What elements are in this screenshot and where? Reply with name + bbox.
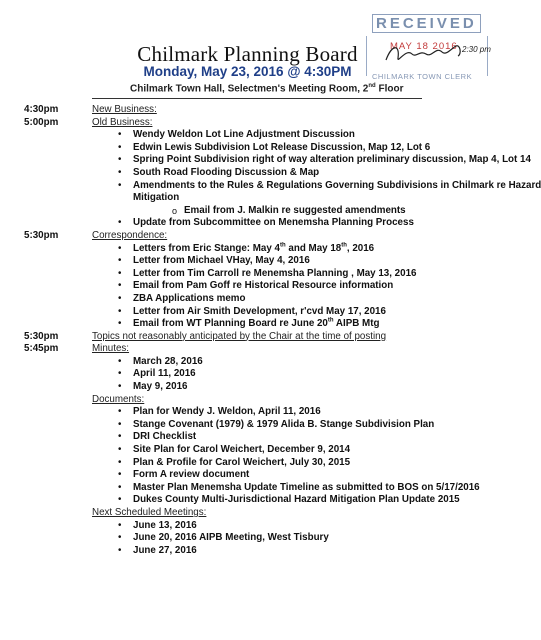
list-item: • Plan for Wendy J. Weldon, April 11, 2016 — [118, 406, 321, 418]
list-item: • ZBA Applications memo — [118, 292, 246, 304]
section-heading: Next Scheduled Meetings: — [92, 507, 207, 518]
time-slot: 4:30pm — [24, 104, 59, 115]
agenda-row — [0, 117, 495, 130]
section-heading: Minutes: — [92, 343, 130, 355]
bullet-icon: • — [118, 469, 122, 481]
bullet-icon: • — [118, 166, 122, 178]
section-heading: New Business: — [92, 104, 157, 115]
list-item: • Amendments to the Rules & Regulations Governing Subdivisions in Chilmark re Hazard — [118, 179, 541, 191]
bullet-icon: • — [118, 280, 122, 292]
bullet-icon: • — [118, 481, 122, 493]
bullet-icon: • — [118, 292, 122, 304]
bullet-icon: • — [118, 318, 122, 330]
list-item: • Dukes County Multi-Jurisdictional Hazard Mitigation Plan Update 2015 — [118, 494, 460, 506]
bullet-icon: • — [118, 381, 122, 393]
time-slot: 5:30pm — [24, 330, 59, 342]
agenda-row — [0, 104, 495, 117]
list-item: • South Road Flooding Discussion & Map — [118, 166, 320, 178]
agenda-row — [0, 507, 495, 520]
section-heading: Correspondence: — [92, 229, 168, 241]
list-item: • Site Plan for Carol Weichert, December 9, 2014 — [118, 444, 351, 456]
list-item: • Letter from Air Smith Development, r'cvd May 17, 2016 — [118, 305, 386, 317]
list-item: • Wendy Weldon Lot Line Adjustment Discussion — [118, 129, 355, 141]
agenda-row — [0, 230, 495, 243]
list-item: • June 27, 2016 — [118, 544, 197, 556]
bullet-icon: • — [118, 494, 122, 506]
list-item: • Letters from Eric Stange: May 4th and May 18th, 2016 — [118, 242, 375, 254]
bullet-icon: • — [118, 544, 122, 556]
agenda-row — [0, 343, 495, 356]
list-item: • Form A review document — [118, 469, 250, 481]
bullet-icon: • — [118, 431, 122, 443]
section-heading: Documents: — [92, 393, 145, 405]
bullet-icon: • — [118, 217, 122, 229]
sub-list-item: o Email from J. Malkin re suggested amendments — [172, 204, 406, 216]
list-item: • May 9, 2016 — [118, 381, 188, 393]
bullet-icon: • — [118, 242, 122, 254]
meeting-date: Monday, May 23, 2016 @ 4:30PM — [143, 64, 352, 79]
list-item-continuation: Mitigation — [133, 192, 180, 204]
bullet-icon: • — [118, 129, 122, 141]
bullet-icon: • — [118, 406, 122, 418]
list-item: • Spring Point Subdivision right of way alteration preliminary discussion, Map 4, Lot 14 — [118, 154, 531, 166]
time-slot: 5:45pm — [24, 343, 59, 355]
list-item: • June 13, 2016 — [118, 519, 197, 531]
sub-bullet-icon: o — [172, 205, 178, 216]
list-item: • Stange Covenant (1979) & 1979 Alida B. Stange Subdivision Plan — [118, 418, 435, 430]
bullet-icon: • — [118, 141, 122, 153]
bullet-icon: • — [118, 305, 122, 317]
list-item: • Master Plan Menemsha Update Timeline as submitted to BOS on 5/17/2016 — [118, 481, 480, 493]
time-slot: 5:00pm — [24, 116, 59, 128]
list-item: • Letter from Michael VHay, May 4, 2016 — [118, 255, 310, 267]
bullet-icon: • — [118, 368, 122, 380]
bullet-icon: • — [118, 532, 122, 544]
bullet-icon: • — [118, 355, 122, 367]
bullet-icon: • — [118, 255, 122, 267]
list-item: • Email from WT Planning Board re June 20th AIPB Mtg — [118, 317, 380, 330]
list-item: • Letter from Tim Carroll re Menemsha Planning , May 13, 2016 — [118, 267, 417, 279]
section-heading: Topics not reasonably anticipated by the Chair at the time of posting — [92, 330, 387, 342]
stamp-word: RECEIVED — [372, 14, 481, 33]
bullet-icon: • — [118, 456, 122, 468]
board-title: Chilmark Planning Board — [137, 42, 358, 66]
agenda-row — [0, 394, 495, 407]
bullet-icon: • — [118, 267, 122, 279]
list-item: • June 20, 2016 AIPB Meeting, West Tisbury — [118, 532, 329, 544]
bullet-icon: • — [118, 179, 122, 191]
bullet-icon: • — [118, 519, 122, 531]
section-heading: Old Business: — [92, 116, 153, 128]
list-item: • April 11, 2016 — [118, 368, 196, 380]
bullet-icon: • — [118, 444, 122, 456]
agenda-list — [0, 104, 541, 557]
agenda-row — [0, 331, 495, 344]
header-divider — [92, 98, 422, 99]
list-item: • Email from Pam Goff re Historical Resource information — [118, 280, 394, 292]
stamp-place: CHILMARK TOWN CLERK — [372, 72, 473, 81]
list-item: • DRI Checklist — [118, 431, 197, 443]
time-slot: 5:30pm — [24, 229, 59, 241]
bullet-icon: • — [118, 418, 122, 430]
list-item: • March 28, 2016 — [118, 355, 203, 367]
bullet-icon: • — [118, 154, 122, 166]
list-item: • Update from Subcommittee on Menemsha Planning Process — [118, 217, 414, 229]
list-item: • Plan & Profile for Carol Weichert, July 30, 2015 — [118, 456, 351, 468]
stamp-time-note: 2:30 pm — [462, 45, 491, 54]
list-item: • Edwin Lewis Subdivision Lot Release Discussion, Map 12, Lot 6 — [118, 141, 431, 153]
stamp-date: MAY 18 2016 — [390, 41, 458, 52]
meeting-location: Chilmark Town Hall, Selectmen's Meeting Room, 2nd Floor — [130, 83, 404, 95]
